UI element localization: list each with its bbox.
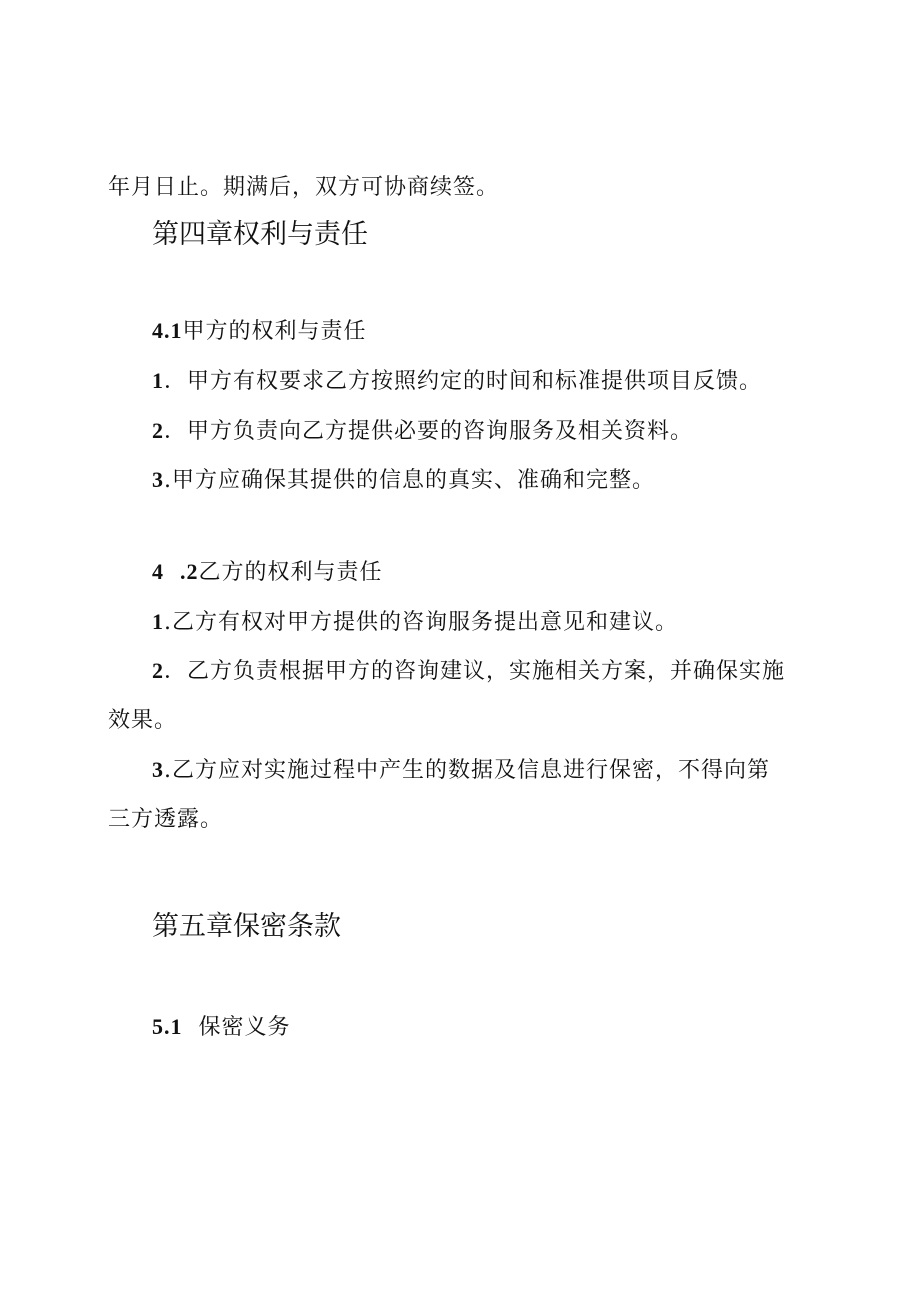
section-number: 4.1 [152,318,183,343]
list-item [152,755,770,786]
list-item [152,366,762,397]
list-item [152,607,678,638]
list-item-continuation: 效果。 [108,708,178,733]
item-text: ．甲方负责向乙方提供必要的咨询服务及相关资料。 [164,419,694,444]
section-5-1-heading [152,1012,291,1043]
item-text: .乙方有权对甲方提供的咨询服务提出意见和建议。 [164,610,678,635]
list-item [152,416,693,447]
item-text: ．甲方有权要求乙方按照约定的时间和标准提供项目反馈。 [164,369,763,394]
section-title: 保密义务 [198,1015,291,1040]
item-text: .甲方应确保其提供的信息的真实、准确和完整。 [164,468,655,493]
section-title: 乙方的权利与责任 [198,560,383,585]
section-number-suffix: .2 [180,559,199,584]
section-title: 甲方的权利与责任 [182,319,367,344]
list-item [152,465,655,496]
item-number: 3 [152,467,164,492]
list-item-continuation: 三方透露。 [108,807,224,832]
section-number: 4 [152,559,164,584]
chapter-5-heading: 第五章保密条款 [152,911,341,942]
item-number: 2 [152,658,164,683]
item-text: ．乙方负责根据甲方的咨询建议，实施相关方案，并确保实施 [164,659,786,684]
chapter-4-heading: 第四章权利与责任 [152,219,368,250]
item-number: 3 [152,757,164,782]
section-4-1-heading [152,316,367,347]
item-number: 2 [152,418,164,443]
item-number: 1 [152,609,164,634]
item-number: 1 [152,368,164,393]
section-number: 5.1 [152,1014,183,1039]
section-4-2-heading [152,557,383,588]
continuation-text: 年月日止。期满后，双方可协商续签。 [108,175,500,200]
item-text: .乙方应对实施过程中产生的数据及信息进行保密，不得向第 [164,758,770,783]
list-item [152,656,785,687]
